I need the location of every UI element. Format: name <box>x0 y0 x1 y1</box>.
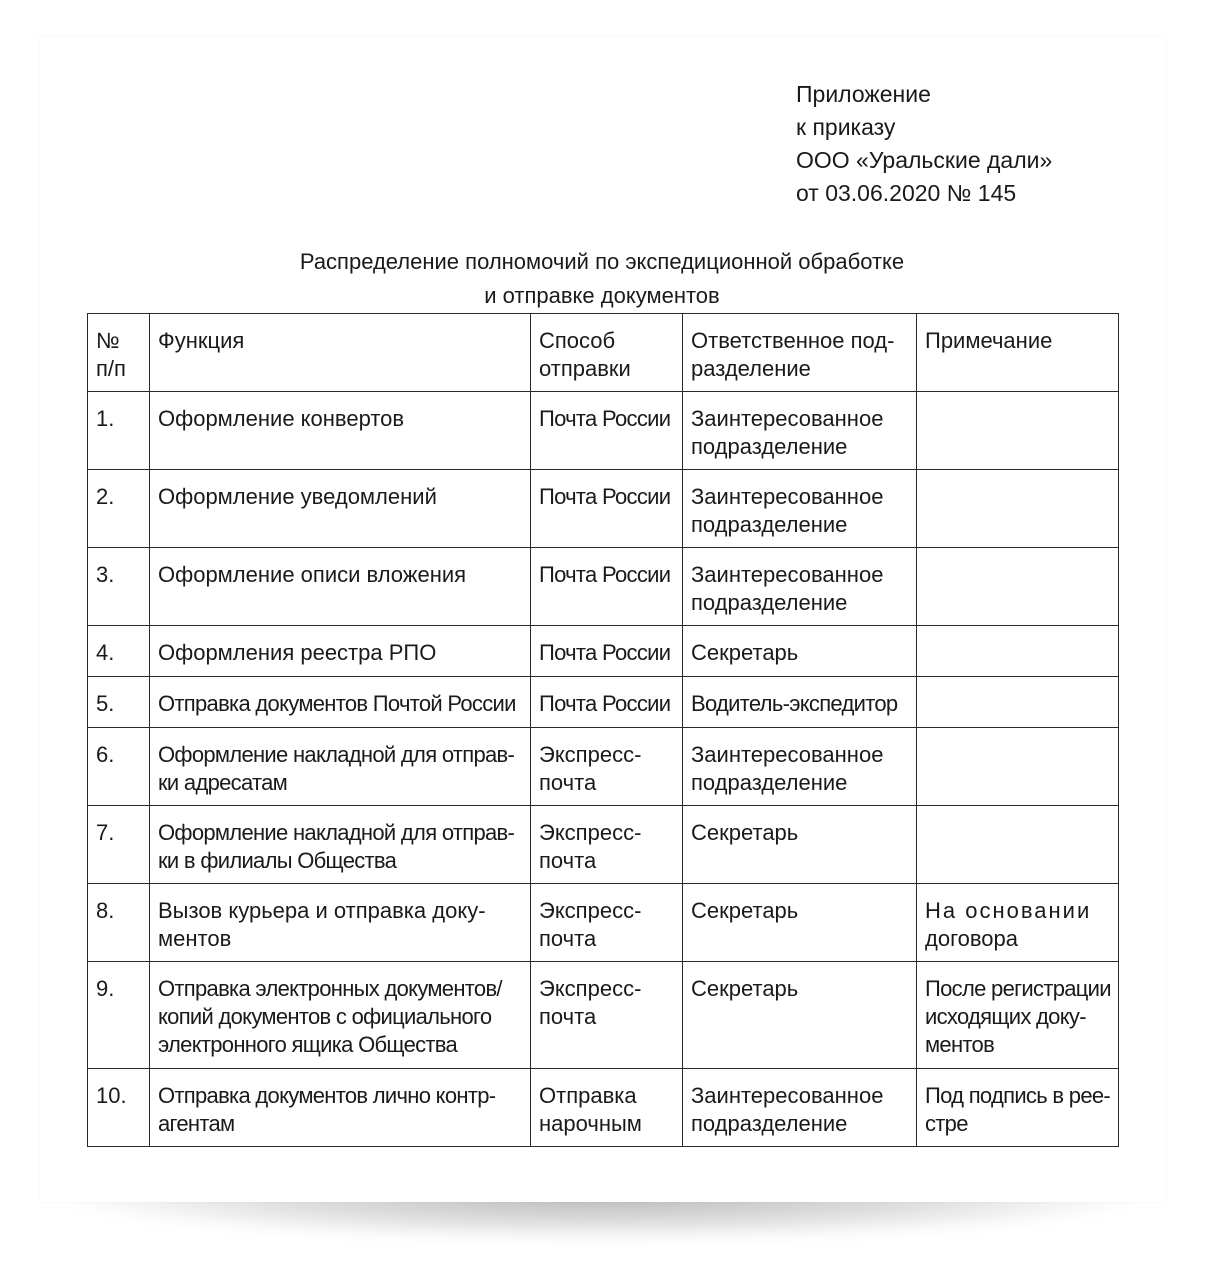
cell-function: Оформление накладной для отправ- ки в филиалы Общества <box>150 806 531 884</box>
table-row <box>88 677 1119 728</box>
cell-number: 7. <box>88 806 150 884</box>
cell-note <box>917 548 1119 626</box>
cell-function: Оформление описи вложения <box>150 548 531 626</box>
cell-note <box>917 728 1119 806</box>
table-row <box>88 962 1119 1069</box>
cell-method: Экспресс- почта <box>531 728 683 806</box>
cell-responsible: Заинтересованное подразделение <box>683 392 917 470</box>
cell-number: 4. <box>88 626 150 677</box>
cell-note <box>917 392 1119 470</box>
cell-responsible: Заинтересованное подразделение <box>683 1069 917 1147</box>
cell-function: Отправка электронных документов/ копий документов с официального электронного ящика Общества <box>150 962 531 1069</box>
title-line: и отправке документов <box>484 283 720 308</box>
cell-function: Отправка документов лично контр- агентам <box>150 1069 531 1147</box>
cell-method: Отправка нарочным <box>531 1069 683 1147</box>
title-line: Распределение полномочий по экспедиционной обработке <box>299 249 905 274</box>
cell-number: 2. <box>88 470 150 548</box>
cell-method: Почта России <box>531 677 683 728</box>
header-method: Способ отправки <box>531 314 683 392</box>
cell-responsible: Заинтересованное подразделение <box>683 470 917 548</box>
table-row <box>88 1069 1119 1147</box>
functions-table <box>87 313 1119 1147</box>
cell-responsible: Секретарь <box>683 962 917 1069</box>
cell-responsible: Заинтересованное подразделение <box>683 728 917 806</box>
cell-note: После регистрации исходящих доку- ментов <box>917 962 1119 1069</box>
cell-note <box>917 677 1119 728</box>
header-function: Функция <box>150 314 531 392</box>
cell-note <box>917 470 1119 548</box>
cell-responsible: Водитель-экспедитор <box>683 677 917 728</box>
cell-method: Почта России <box>531 392 683 470</box>
cell-number: 5. <box>88 677 150 728</box>
appendix-line: от 03.06.2020 № 145 <box>796 180 1017 206</box>
cell-method: Почта России <box>531 626 683 677</box>
cell-method: Почта России <box>531 548 683 626</box>
table-header-row <box>88 314 1119 392</box>
cell-number: 10. <box>88 1069 150 1147</box>
cell-responsible: Секретарь <box>683 806 917 884</box>
cell-number: 9. <box>88 962 150 1069</box>
cell-responsible: Секретарь <box>683 626 917 677</box>
cell-note <box>917 626 1119 677</box>
table-row <box>88 626 1119 677</box>
cell-method: Экспресс- почта <box>531 806 683 884</box>
table-row <box>88 548 1119 626</box>
table-row <box>88 728 1119 806</box>
cell-method: Экспресс- почта <box>531 962 683 1069</box>
cell-function: Вызов курьера и отправка доку- ментов <box>150 884 531 962</box>
header-number: № п/п <box>88 314 150 392</box>
cell-number: 3. <box>88 548 150 626</box>
cell-function: Оформление накладной для отправ- ки адресатам <box>150 728 531 806</box>
table-row <box>88 392 1119 470</box>
cell-method: Почта России <box>531 470 683 548</box>
table-row <box>88 806 1119 884</box>
cell-method: Экспресс- почта <box>531 884 683 962</box>
cell-function: Оформления реестра РПО <box>150 626 531 677</box>
cell-function: Оформление уведомлений <box>150 470 531 548</box>
cell-number: 8. <box>88 884 150 962</box>
appendix-line: ООО «Уральские дали» <box>796 147 1053 173</box>
appendix-line: к приказу <box>796 114 896 140</box>
cell-note: На основании договора <box>917 884 1119 962</box>
cell-number: 6. <box>88 728 150 806</box>
appendix-line: Приложение <box>796 81 931 107</box>
cell-note <box>917 806 1119 884</box>
cell-responsible: Секретарь <box>683 884 917 962</box>
cell-function: Отправка документов Почтой России <box>150 677 531 728</box>
cell-function: Оформление конвертов <box>150 392 531 470</box>
document-title <box>87 245 1117 313</box>
cell-number: 1. <box>88 392 150 470</box>
appendix-block <box>796 78 1052 210</box>
header-responsible: Ответственное под- разделение <box>683 314 917 392</box>
header-note: Примечание <box>917 314 1119 392</box>
cell-note: Под подпись в рее- стре <box>917 1069 1119 1147</box>
table-row <box>88 470 1119 548</box>
cell-responsible: Заинтересованное подразделение <box>683 548 917 626</box>
table-row <box>88 884 1119 962</box>
